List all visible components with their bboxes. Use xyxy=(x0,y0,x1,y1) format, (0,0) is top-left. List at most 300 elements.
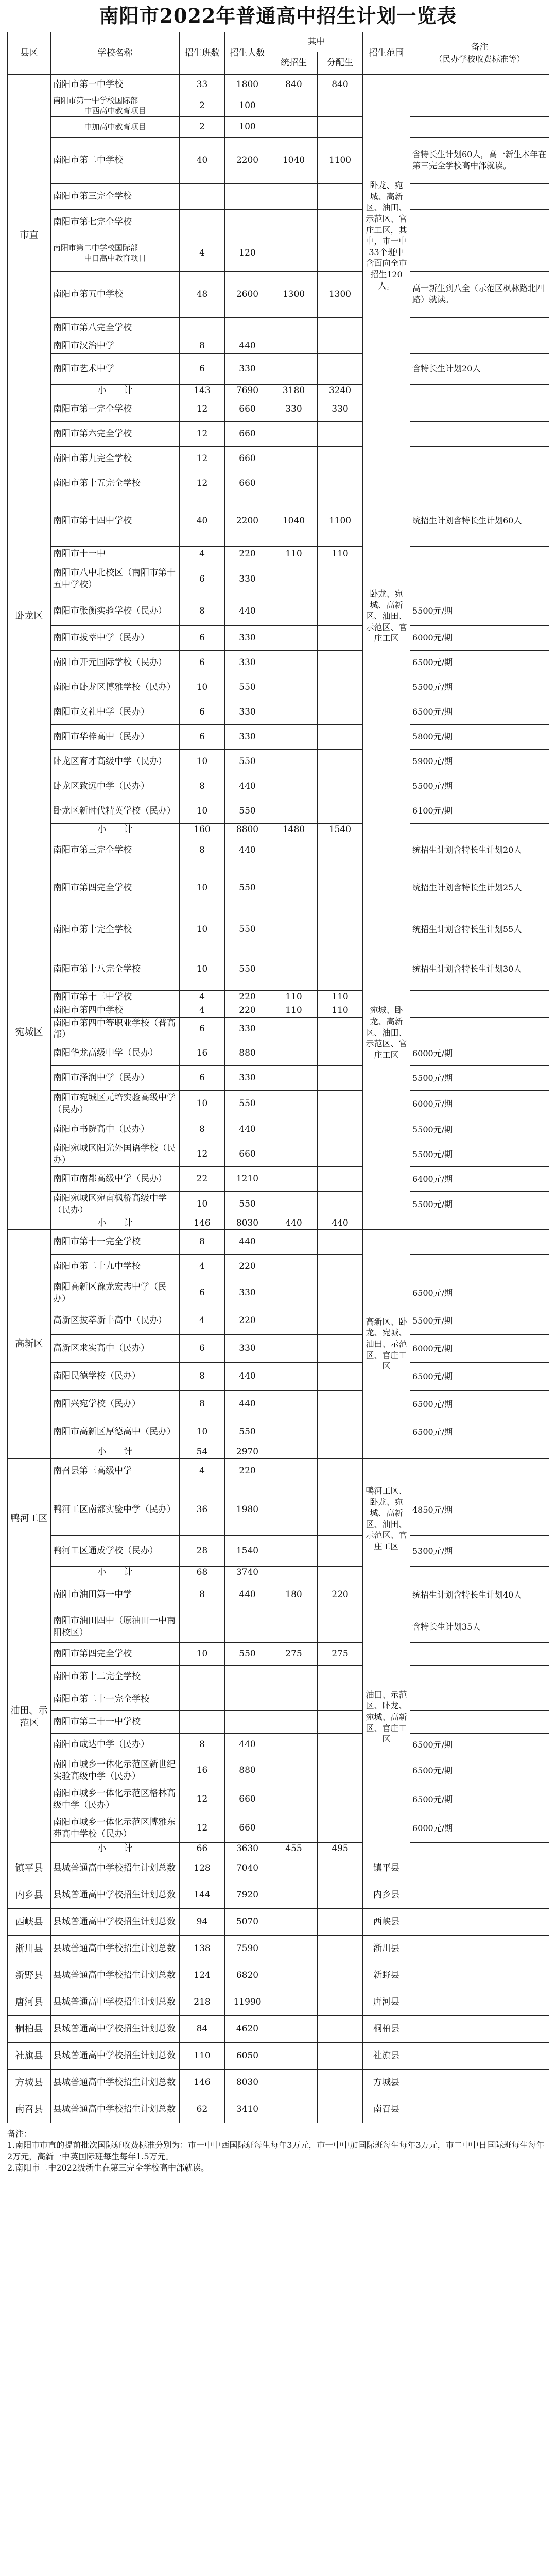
fenpei-cell xyxy=(318,1536,363,1567)
remark-cell xyxy=(410,1017,549,1041)
fenpei-cell xyxy=(318,1962,363,1989)
tongzhao-cell: 180 xyxy=(270,1579,318,1611)
enroll-cell: 4620 xyxy=(225,2016,270,2043)
table-row xyxy=(8,1335,549,1363)
school-name: 南阳市书院高中（民办） xyxy=(51,1117,180,1142)
enroll-cell: 440 xyxy=(225,338,270,353)
tongzhao-cell xyxy=(270,1814,318,1843)
school-name: 县城普通高中学校招生计划总数 xyxy=(51,2043,180,2070)
remark-cell xyxy=(410,446,549,471)
classes-cell: 6 xyxy=(180,650,225,675)
table-row xyxy=(8,338,549,353)
remark-cell: 5500元/期 xyxy=(410,774,549,799)
school-name: 南阳市第九完全学校 xyxy=(51,446,180,471)
remark-cell xyxy=(410,546,549,562)
school-name: 南阳市第十二完全学校 xyxy=(51,1666,180,1688)
fenpei-cell xyxy=(318,1785,363,1814)
county-row xyxy=(8,1962,549,1989)
table-row xyxy=(8,562,549,597)
school-name: 县城普通高中学校招生计划总数 xyxy=(51,1989,180,2016)
subtotal-label: 小 计 xyxy=(51,823,180,836)
remark-cell xyxy=(410,2070,549,2096)
tongzhao-cell xyxy=(270,2070,318,2096)
zone-cell: 高新区、卧龙、宛城、油田、示范区、官庄工区 xyxy=(363,1230,410,1459)
school-name: 南阳市第三完全学校 xyxy=(51,183,180,209)
enroll-cell: 7590 xyxy=(225,1936,270,1962)
school-name: 卧龙区育才高级中学（民办） xyxy=(51,749,180,774)
remark-cell: 含特长生计划20人 xyxy=(410,353,549,384)
school-name: 南阳市第二十一完全学校 xyxy=(51,1688,180,1711)
classes-cell: 12 xyxy=(180,397,225,421)
fenpei-cell: 1100 xyxy=(318,496,363,546)
classes-cell: 10 xyxy=(180,865,225,911)
subtotal-row xyxy=(8,1843,549,1855)
table-row xyxy=(8,836,549,865)
county-row xyxy=(8,1936,549,1962)
county-row xyxy=(8,2070,549,2096)
table-row xyxy=(8,799,549,823)
remark-cell: 6100元/期 xyxy=(410,799,549,823)
tongzhao-cell xyxy=(270,1688,318,1711)
school-name: 南阳市开元国际学校（民办） xyxy=(51,650,180,675)
classes-cell: 6 xyxy=(180,1279,225,1307)
enroll-cell: 440 xyxy=(225,836,270,865)
remark-cell xyxy=(410,1230,549,1255)
remark-cell xyxy=(410,1567,549,1579)
subtotal-value: 3240 xyxy=(318,384,363,397)
classes-cell: 6 xyxy=(180,562,225,597)
sub-project: 中西高中教育项目 xyxy=(84,106,146,116)
school-name: 南阳市高新区厚德高中（民办） xyxy=(51,1418,180,1446)
table-row xyxy=(8,397,549,421)
enroll-cell: 550 xyxy=(225,911,270,948)
tongzhao-cell: 110 xyxy=(270,1004,318,1017)
enroll-cell: 550 xyxy=(225,1418,270,1446)
subtotal-label: 小 计 xyxy=(51,1446,180,1459)
school-name: 南阳高新区豫龙宏志中学（民办） xyxy=(51,1279,180,1307)
table-row xyxy=(8,625,549,650)
school-name: 县城普通高中学校招生计划总数 xyxy=(51,1936,180,1962)
enroll-cell: 7920 xyxy=(225,1882,270,1909)
subtotal-label: 小 计 xyxy=(51,1567,180,1579)
enroll-cell: 440 xyxy=(225,597,270,625)
remark-cell xyxy=(410,1843,549,1855)
classes-cell: 10 xyxy=(180,675,225,700)
tongzhao-cell xyxy=(270,1017,318,1041)
table-row xyxy=(8,948,549,990)
fenpei-cell xyxy=(318,1909,363,1936)
classes-cell: 8 xyxy=(180,597,225,625)
subtotal-value: 8030 xyxy=(225,1217,270,1230)
remark-cell: 高一新生到八全（示范区枫林路北四路）就读。 xyxy=(410,271,549,317)
zone-cell: 鸭河工区、卧龙、宛城、高新区、油田、示范区、官庄工区 xyxy=(363,1459,410,1579)
school-name: 南阳市第三完全学校 xyxy=(51,836,180,865)
table-row xyxy=(8,1192,549,1217)
enroll-cell: 660 xyxy=(225,1142,270,1167)
table-row xyxy=(8,1091,549,1117)
table-row xyxy=(8,421,549,446)
enroll-cell: 1210 xyxy=(225,1167,270,1192)
notes xyxy=(7,2128,549,2174)
school-name: 南阳市八中北校区（南阳市第十五中学校） xyxy=(51,562,180,597)
remark-cell: 6000元/期 xyxy=(410,1091,549,1117)
remark-cell xyxy=(410,471,549,496)
classes-cell: 40 xyxy=(180,137,225,183)
school-name: 南阳市第七完全学校 xyxy=(51,209,180,235)
subtotal-value: 1540 xyxy=(318,823,363,836)
subtotal-value: 54 xyxy=(180,1446,225,1459)
school-name: 南阳市南都高级中学（民办） xyxy=(51,1167,180,1192)
enroll-cell: 440 xyxy=(225,1391,270,1418)
fenpei-cell: 1300 xyxy=(318,271,363,317)
school-name: 鸭河工区南都实验中学（民办） xyxy=(51,1484,180,1536)
remark-cell: 5300元/期 xyxy=(410,1536,549,1567)
remark-cell: 统招生计划含特长生计划60人 xyxy=(410,496,549,546)
tongzhao-cell xyxy=(270,1363,318,1391)
school-name: 南阳市第八完全学校 xyxy=(51,317,180,338)
fenpei-cell: 110 xyxy=(318,1004,363,1017)
tongzhao-cell xyxy=(270,865,318,911)
school-name: 南阳市华梓高中（民办） xyxy=(51,724,180,749)
note-2: 2.南阳市二中2022级新生在第三完全学校高中部就读。 xyxy=(7,2163,209,2173)
school-name: 南阳市第二十一中学校 xyxy=(51,1711,180,1734)
tongzhao-cell xyxy=(270,446,318,471)
classes-cell: 2 xyxy=(180,116,225,137)
classes-cell: 4 xyxy=(180,1004,225,1017)
table-row xyxy=(8,990,549,1004)
fenpei-cell xyxy=(318,1307,363,1335)
school-name: 南召县第三高级中学 xyxy=(51,1459,180,1484)
subtotal-value: 440 xyxy=(270,1217,318,1230)
subtotal-row xyxy=(8,1567,549,1579)
remark-cell: 5900元/期 xyxy=(410,749,549,774)
tongzhao-cell xyxy=(270,1855,318,1882)
subtotal-row xyxy=(8,384,549,397)
classes-cell: 10 xyxy=(180,799,225,823)
tongzhao-cell xyxy=(270,1041,318,1066)
remark-cell: 6000元/期 xyxy=(410,1814,549,1843)
remark-cell: 6000元/期 xyxy=(410,625,549,650)
tongzhao-cell xyxy=(270,597,318,625)
fenpei-cell xyxy=(318,1459,363,1484)
enroll-cell: 660 xyxy=(225,397,270,421)
remark-cell: 含特长生计划35人 xyxy=(410,1611,549,1643)
classes-cell: 28 xyxy=(180,1536,225,1567)
classes-cell: 8 xyxy=(180,836,225,865)
fenpei-cell xyxy=(318,948,363,990)
tongzhao-cell xyxy=(270,1962,318,1989)
table-row xyxy=(8,496,549,546)
classes-cell: 12 xyxy=(180,1142,225,1167)
enroll-cell: 2200 xyxy=(225,137,270,183)
county-cell: 桐柏县 xyxy=(8,2016,51,2043)
county-cell: 方城县 xyxy=(8,2070,51,2096)
table-row xyxy=(8,1391,549,1418)
tongzhao-cell xyxy=(270,2016,318,2043)
remark-cell xyxy=(410,235,549,271)
fenpei-cell xyxy=(318,1117,363,1142)
remark-cell: 6500元/期 xyxy=(410,1756,549,1785)
classes-cell: 16 xyxy=(180,1756,225,1785)
county-cell: 宛城区 xyxy=(8,836,51,1230)
fenpei-cell xyxy=(318,471,363,496)
remark-cell xyxy=(410,75,549,95)
enroll-cell: 330 xyxy=(225,625,270,650)
remark-cell: 5500元/期 xyxy=(410,1066,549,1091)
zone-cell: 社旗县 xyxy=(363,2043,410,2070)
school-name: 高新区求实高中（民办） xyxy=(51,1335,180,1363)
classes-cell: 124 xyxy=(180,1962,225,1989)
subtotal-value: 2970 xyxy=(225,1446,270,1459)
subtotal-label: 小 计 xyxy=(51,1217,180,1230)
remark-cell xyxy=(410,823,549,836)
county-cell: 唐河县 xyxy=(8,1989,51,2016)
county-cell: 南召县 xyxy=(8,2096,51,2123)
remark-cell: 5500元/期 xyxy=(410,597,549,625)
school-name: 南阳市城乡一体化示范区新世纪实验高级中学（民办） xyxy=(51,1756,180,1785)
tongzhao-cell xyxy=(270,1192,318,1217)
classes-cell: 4 xyxy=(180,1255,225,1279)
enroll-cell: 550 xyxy=(225,675,270,700)
enroll-cell: 8030 xyxy=(225,2070,270,2096)
fenpei-cell xyxy=(318,95,363,117)
table-row xyxy=(8,1167,549,1192)
tongzhao-cell xyxy=(270,95,318,117)
classes-cell: 12 xyxy=(180,446,225,471)
remark-cell xyxy=(410,338,549,353)
subtotal-value: 146 xyxy=(180,1217,225,1230)
table-row xyxy=(8,1066,549,1091)
fenpei-cell: 275 xyxy=(318,1643,363,1666)
notes-label: 备注： xyxy=(7,2129,32,2139)
enroll-cell: 11990 xyxy=(225,1989,270,2016)
enroll-cell: 660 xyxy=(225,471,270,496)
fenpei-cell xyxy=(318,1814,363,1843)
table-row xyxy=(8,1363,549,1391)
school-name: 南阳市第十完全学校 xyxy=(51,911,180,948)
tongzhao-cell: 1300 xyxy=(270,271,318,317)
table-row xyxy=(8,446,549,471)
tongzhao-cell xyxy=(270,1307,318,1335)
tongzhao-cell xyxy=(270,1989,318,2016)
fenpei-cell xyxy=(318,1734,363,1756)
school-name: 南阳市宛城区元培实验高级中学（民办） xyxy=(51,1091,180,1117)
tongzhao-cell xyxy=(270,235,318,271)
county-cell: 社旗县 xyxy=(8,2043,51,2070)
fenpei-cell xyxy=(318,1688,363,1711)
table-row xyxy=(8,471,549,496)
school-name: 南阳市城乡一体化示范区格林高级中学（民办） xyxy=(51,1785,180,1814)
school-name: 南阳宛城区阳光外国语学校（民办） xyxy=(51,1142,180,1167)
classes-cell: 6 xyxy=(180,1066,225,1091)
school-name: 南阳市文礼中学（民办） xyxy=(51,700,180,724)
classes-cell: 12 xyxy=(180,421,225,446)
school-name: 南阳市张衡实验学校（民办） xyxy=(51,597,180,625)
tongzhao-cell: 110 xyxy=(270,546,318,562)
classes-cell: 10 xyxy=(180,911,225,948)
classes-cell: 22 xyxy=(180,1167,225,1192)
fenpei-cell xyxy=(318,183,363,209)
tongzhao-cell: 275 xyxy=(270,1643,318,1666)
header-remark-label: 备注 xyxy=(471,42,489,53)
fenpei-cell xyxy=(318,1142,363,1167)
fenpei-cell xyxy=(318,597,363,625)
tongzhao-cell xyxy=(270,1909,318,1936)
classes-cell: 110 xyxy=(180,2043,225,2070)
fenpei-cell xyxy=(318,1230,363,1255)
school-name: 高新区拔萃新丰高中（民办） xyxy=(51,1307,180,1335)
enroll-cell xyxy=(225,183,270,209)
table-row xyxy=(8,1142,549,1167)
school-name: 南阳市成达中学（民办） xyxy=(51,1734,180,1756)
enroll-cell xyxy=(225,317,270,338)
fenpei-cell xyxy=(318,1936,363,1962)
header-enroll: 招生人数 xyxy=(225,32,270,75)
tongzhao-cell xyxy=(270,562,318,597)
remark-cell: 6400元/期 xyxy=(410,1167,549,1192)
classes-cell xyxy=(180,1711,225,1734)
remark-cell xyxy=(410,209,549,235)
school-name: 南阳市城乡一体化示范区博雅东苑高中学校（民办） xyxy=(51,1814,180,1843)
table-row xyxy=(8,75,549,95)
table-row xyxy=(8,597,549,625)
enroll-cell: 550 xyxy=(225,1091,270,1117)
subtotal-label: 小 计 xyxy=(51,1843,180,1855)
classes-cell: 218 xyxy=(180,1989,225,2016)
fenpei-cell xyxy=(318,911,363,948)
table-row xyxy=(8,235,549,271)
table-row xyxy=(8,1117,549,1142)
subtotal-value: 8800 xyxy=(225,823,270,836)
fenpei-cell xyxy=(318,749,363,774)
fenpei-cell xyxy=(318,1363,363,1391)
county-row xyxy=(8,1855,549,1882)
remark-cell: 6500元/期 xyxy=(410,1785,549,1814)
tongzhao-cell xyxy=(270,774,318,799)
note-1: 1.南阳市市直的提前批次国际班收费标准分别为：市一中中西国际班每生每年3万元，市一中中加国际班每生每年3万元，市二中中日国际班每生每年2万元，高新一中英国际班每生每年1.5万元。 xyxy=(7,2140,545,2162)
tongzhao-cell xyxy=(270,724,318,749)
enroll-cell: 220 xyxy=(225,990,270,1004)
remark-cell xyxy=(410,421,549,446)
tongzhao-cell xyxy=(270,2043,318,2070)
table-row xyxy=(8,1307,549,1335)
fenpei-cell xyxy=(318,446,363,471)
remark-cell xyxy=(410,1989,549,2016)
classes-cell xyxy=(180,209,225,235)
enroll-cell: 440 xyxy=(225,1734,270,1756)
enroll-cell: 2600 xyxy=(225,271,270,317)
fenpei-cell xyxy=(318,836,363,865)
remark-cell xyxy=(410,990,549,1004)
fenpei-cell xyxy=(318,1391,363,1418)
enroll-cell: 660 xyxy=(225,421,270,446)
enroll-cell: 100 xyxy=(225,95,270,117)
subtotal-value: 1480 xyxy=(270,823,318,836)
fenpei-cell xyxy=(318,865,363,911)
subtotal-value: 68 xyxy=(180,1567,225,1579)
table-row xyxy=(8,774,549,799)
fenpei-cell xyxy=(318,209,363,235)
remark-cell xyxy=(410,1217,549,1230)
subtotal-value: 66 xyxy=(180,1843,225,1855)
classes-cell: 2 xyxy=(180,95,225,117)
fenpei-cell xyxy=(318,235,363,271)
tongzhao-cell xyxy=(270,1734,318,1756)
zone-cell: 油田、示范区、卧龙、宛城、高新区、官庄工区 xyxy=(363,1579,410,1855)
table-row xyxy=(8,1279,549,1307)
classes-cell xyxy=(180,1666,225,1688)
zone-cell: 卧龙、宛城、高新区、油田、示范区、官庄工区 xyxy=(363,397,410,836)
fenpei-cell xyxy=(318,1091,363,1117)
classes-cell: 8 xyxy=(180,338,225,353)
header-qizhong: 其中 xyxy=(270,32,363,52)
enroll-cell: 550 xyxy=(225,948,270,990)
fenpei-cell: 110 xyxy=(318,546,363,562)
enroll-cell: 220 xyxy=(225,1459,270,1484)
school-name: 鸭河工区通成学校（民办） xyxy=(51,1536,180,1567)
school-name: 南阳市拔萃中学（民办） xyxy=(51,625,180,650)
table-row xyxy=(8,1459,549,1484)
classes-cell: 62 xyxy=(180,2096,225,2123)
remark-cell xyxy=(410,183,549,209)
remark-cell: 4850元/期 xyxy=(410,1484,549,1536)
table-row xyxy=(8,1611,549,1643)
enroll-cell: 660 xyxy=(225,1785,270,1814)
tongzhao-cell xyxy=(270,1711,318,1734)
fenpei-cell xyxy=(318,1335,363,1363)
table-row xyxy=(8,675,549,700)
enroll-cell: 120 xyxy=(225,235,270,271)
zone-cell: 内乡县 xyxy=(363,1882,410,1909)
table-row xyxy=(8,1041,549,1066)
subtotal-value: 143 xyxy=(180,384,225,397)
remark-cell: 5500元/期 xyxy=(410,1142,549,1167)
enroll-cell xyxy=(225,1611,270,1643)
classes-cell: 94 xyxy=(180,1909,225,1936)
classes-cell: 16 xyxy=(180,1041,225,1066)
table-row xyxy=(8,1756,549,1785)
remark-cell xyxy=(410,384,549,397)
header-zone: 招生范围 xyxy=(363,32,410,75)
table-row xyxy=(8,183,549,209)
table-row xyxy=(8,271,549,317)
remark-cell: 5500元/期 xyxy=(410,1117,549,1142)
county-cell: 高新区 xyxy=(8,1230,51,1459)
enroll-cell: 3410 xyxy=(225,2096,270,2123)
enroll-cell: 550 xyxy=(225,1643,270,1666)
county-row xyxy=(8,1989,549,2016)
remark-cell xyxy=(410,1711,549,1734)
remark-cell xyxy=(410,1882,549,1909)
subtotal-row xyxy=(8,1446,549,1459)
header-tongzhao: 统招生 xyxy=(270,52,318,75)
subtotal-row xyxy=(8,1217,549,1230)
remark-cell xyxy=(410,95,549,117)
county-row xyxy=(8,2043,549,2070)
remark-cell: 6000元/期 xyxy=(410,1335,549,1363)
county-cell: 内乡县 xyxy=(8,1882,51,1909)
remark-cell xyxy=(410,562,549,597)
enroll-cell: 1540 xyxy=(225,1536,270,1567)
school-name xyxy=(51,116,180,137)
tongzhao-cell xyxy=(270,1391,318,1418)
header-school: 学校名称 xyxy=(51,32,180,75)
tongzhao-cell xyxy=(270,1484,318,1536)
fenpei-cell xyxy=(318,1611,363,1643)
zone-cell: 镇平县 xyxy=(363,1855,410,1882)
county-cell: 淅川县 xyxy=(8,1936,51,1962)
fenpei-cell: 840 xyxy=(318,75,363,95)
